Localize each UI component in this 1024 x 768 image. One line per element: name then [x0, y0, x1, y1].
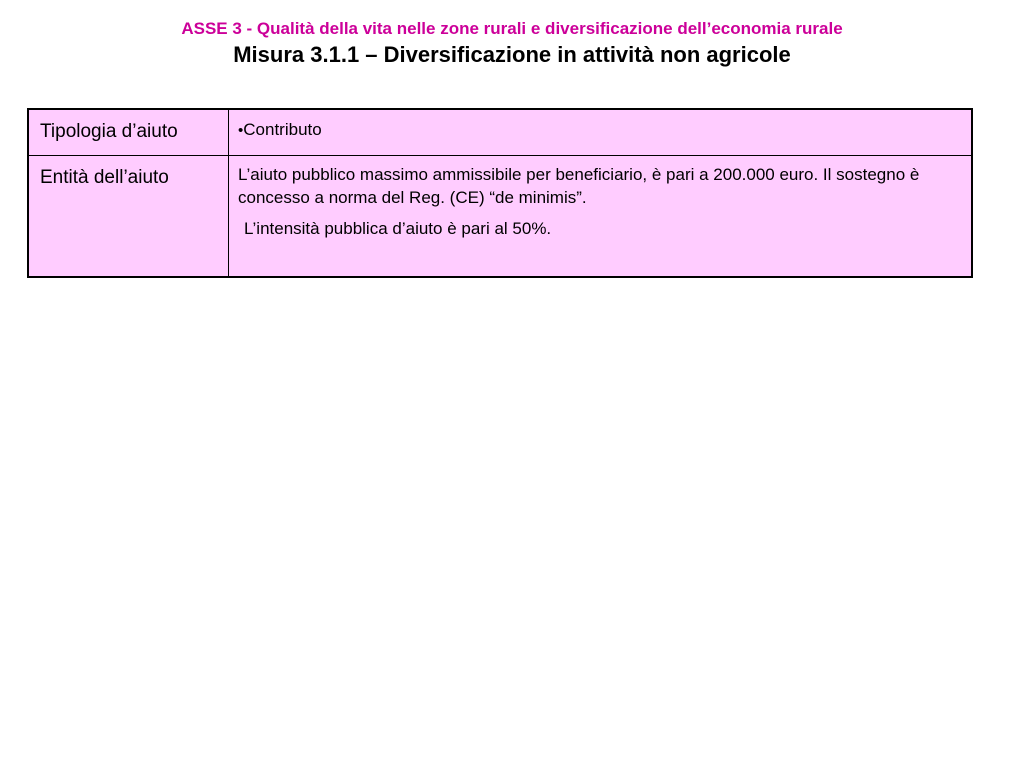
- bullet-item: [229, 110, 971, 142]
- value-text-block: [229, 156, 971, 240]
- bullet-icon: •: [238, 122, 244, 139]
- table-row: [28, 109, 972, 156]
- title-block: [0, 18, 1024, 68]
- axis-supertitle: ASSE 3 - Qualità della vita nelle zone rurali e diversificazione dell’economia rurale: [181, 19, 843, 38]
- row-label: Tipologia d’aiuto: [40, 121, 178, 142]
- row-value-cell: [229, 156, 973, 278]
- value-paragraph: L’aiuto pubblico massimo ammissibile per beneficiario, è pari a 200.000 euro. Il sostegno è concesso a norma del Reg. (CE) “de minimis”.: [238, 165, 920, 207]
- bullet-text: Contributo: [243, 120, 322, 139]
- row-label: Entità dell’aiuto: [40, 167, 169, 188]
- value-paragraph: L’intensità pubblica d’aiuto è pari al 50%.: [244, 219, 552, 238]
- row-label-cell: [28, 156, 229, 278]
- row-value-cell: [229, 109, 973, 156]
- row-label-cell: [28, 109, 229, 156]
- table-row: [28, 156, 972, 278]
- measure-title: Misura 3.1.1 – Diversificazione in attività non agricole: [233, 42, 791, 67]
- aid-info-table: [27, 108, 973, 278]
